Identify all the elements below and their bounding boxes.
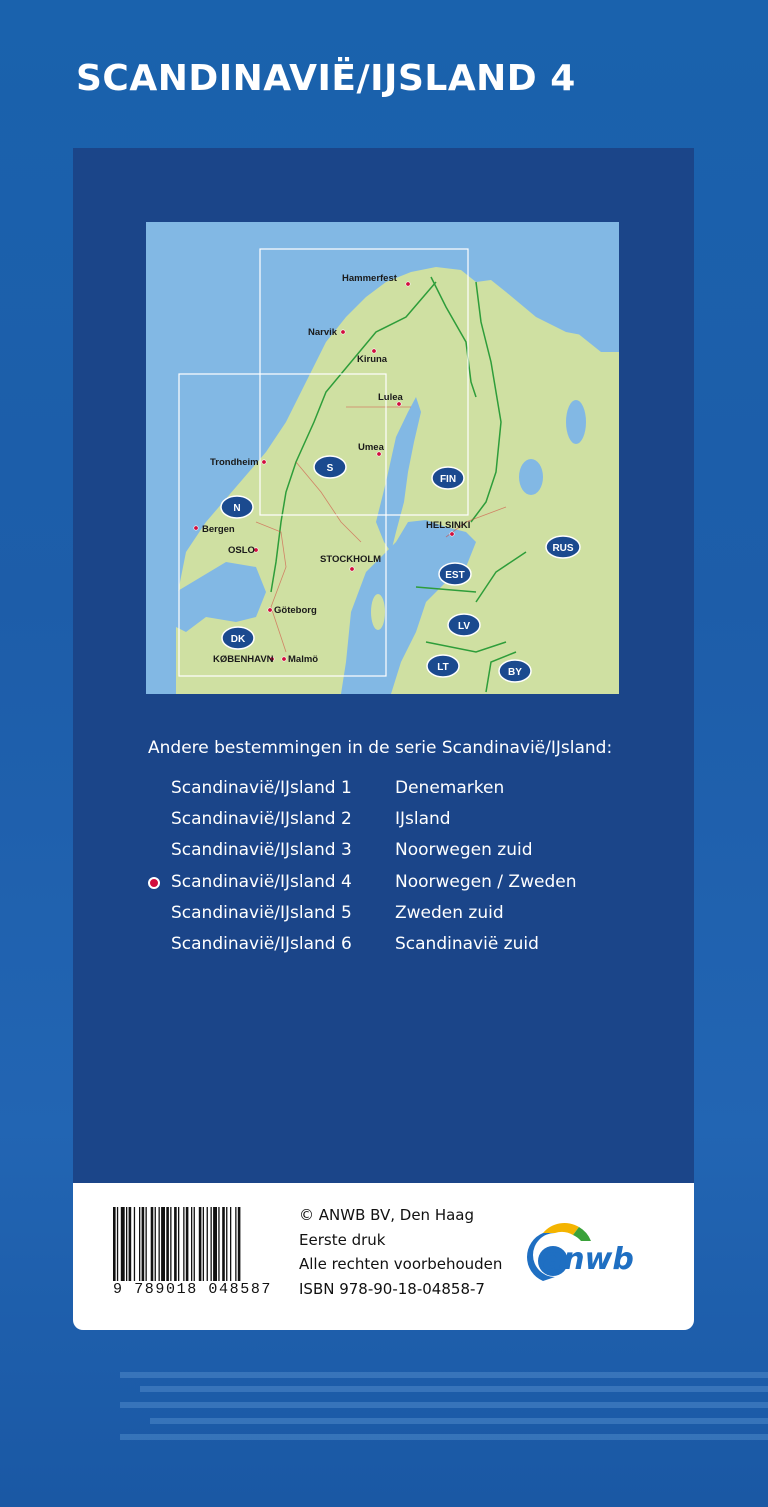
city-dot xyxy=(372,349,376,353)
series-item-name: Scandinavië/IJsland 2 xyxy=(171,809,352,830)
anwb-logo-icon xyxy=(521,1221,661,1291)
svg-text:S: S xyxy=(326,463,334,474)
svg-text:anwb: anwb xyxy=(543,1242,634,1277)
city-label-oslo: OSLO xyxy=(228,545,255,556)
city-dot xyxy=(262,460,266,464)
city-dot xyxy=(406,282,410,286)
country-badge-lv xyxy=(448,614,480,636)
city-dot xyxy=(450,532,454,536)
series-item-name: Scandinavië/IJsland 5 xyxy=(171,902,352,923)
country-badge-fin xyxy=(432,467,464,489)
country-badge-lt xyxy=(427,655,459,677)
country-badge-dk xyxy=(222,627,254,649)
land-gotland xyxy=(371,594,385,630)
city-label-kobenhavn: KØBENHAVN xyxy=(213,654,274,665)
series-item-destination: Scandinavië zuid xyxy=(395,933,539,954)
city-label-narvik: Narvik xyxy=(308,327,338,338)
series-item-name: Scandinavië/IJsland 3 xyxy=(171,840,352,861)
series-item-destination: IJsland xyxy=(395,809,451,830)
tire-track-decoration xyxy=(120,1362,768,1462)
country-badge-rus xyxy=(546,536,580,558)
imprint-line: Alle rechten voorbehouden xyxy=(299,1255,503,1273)
cover-title: SCANDINAVIË/IJSLAND 4 xyxy=(76,58,576,99)
city-label-kiruna: Kiruna xyxy=(357,354,388,365)
svg-text:LT: LT xyxy=(437,662,449,673)
city-label-lulea: Lulea xyxy=(378,392,403,403)
city-label-umea: Umea xyxy=(358,442,384,453)
city-label-hammerfest: Hammerfest xyxy=(342,273,397,284)
series-item-name: Scandinavië/IJsland 4 xyxy=(171,871,352,892)
barcode-number: 9 789018 048587 xyxy=(113,1281,273,1298)
series-heading: Andere bestemmingen in de serie Scandinavië/IJsland: xyxy=(148,738,613,758)
svg-text:DK: DK xyxy=(230,634,246,645)
series-item-name: Scandinavië/IJsland 6 xyxy=(171,933,352,954)
lake-onega xyxy=(566,400,586,444)
series-item-destination: Denemarken xyxy=(395,778,505,798)
city-label-malmo: Malmö xyxy=(288,654,319,665)
svg-text:RUS: RUS xyxy=(552,543,574,554)
country-badge-n xyxy=(221,496,253,518)
imprint-line: ISBN 978-90-18-04858-7 xyxy=(299,1279,485,1298)
svg-text:EST: EST xyxy=(445,570,465,581)
series-item-destination: Noorwegen / Zweden xyxy=(395,871,577,892)
series-item-name: Scandinavië/IJsland 1 xyxy=(171,778,352,798)
map-graphic xyxy=(146,222,619,694)
country-badge-by xyxy=(499,660,531,682)
city-label-goteborg: Göteborg xyxy=(274,605,317,616)
imprint-footer xyxy=(73,1183,694,1330)
lake-ladoga xyxy=(519,459,543,495)
series-item-destination: Zweden zuid xyxy=(395,902,504,923)
city-dot xyxy=(341,330,345,334)
city-dot xyxy=(282,657,286,661)
svg-text:BY: BY xyxy=(508,667,522,678)
imprint-text xyxy=(299,1203,502,1301)
svg-text:LV: LV xyxy=(457,621,471,632)
city-label-bergen: Bergen xyxy=(202,524,235,535)
current-marker-icon xyxy=(148,877,160,889)
svg-text:FIN: FIN xyxy=(439,474,457,485)
city-label-trondheim: Trondheim xyxy=(210,457,259,468)
city-label-helsinki: HELSINKI xyxy=(426,520,471,531)
imprint-line: © ANWB BV, Den Haag xyxy=(299,1206,475,1224)
series-item-destination: Noorwegen zuid xyxy=(395,840,533,861)
svg-text:N: N xyxy=(233,503,241,514)
city-dot xyxy=(194,526,198,530)
country-badge-s xyxy=(314,456,346,478)
imprint-line: Eerste druk xyxy=(299,1230,386,1249)
city-label-stockholm: STOCKHOLM xyxy=(320,554,382,565)
city-dot xyxy=(268,608,272,612)
overview-map xyxy=(146,222,619,694)
city-dot xyxy=(350,567,354,571)
country-badge-est xyxy=(439,563,471,585)
